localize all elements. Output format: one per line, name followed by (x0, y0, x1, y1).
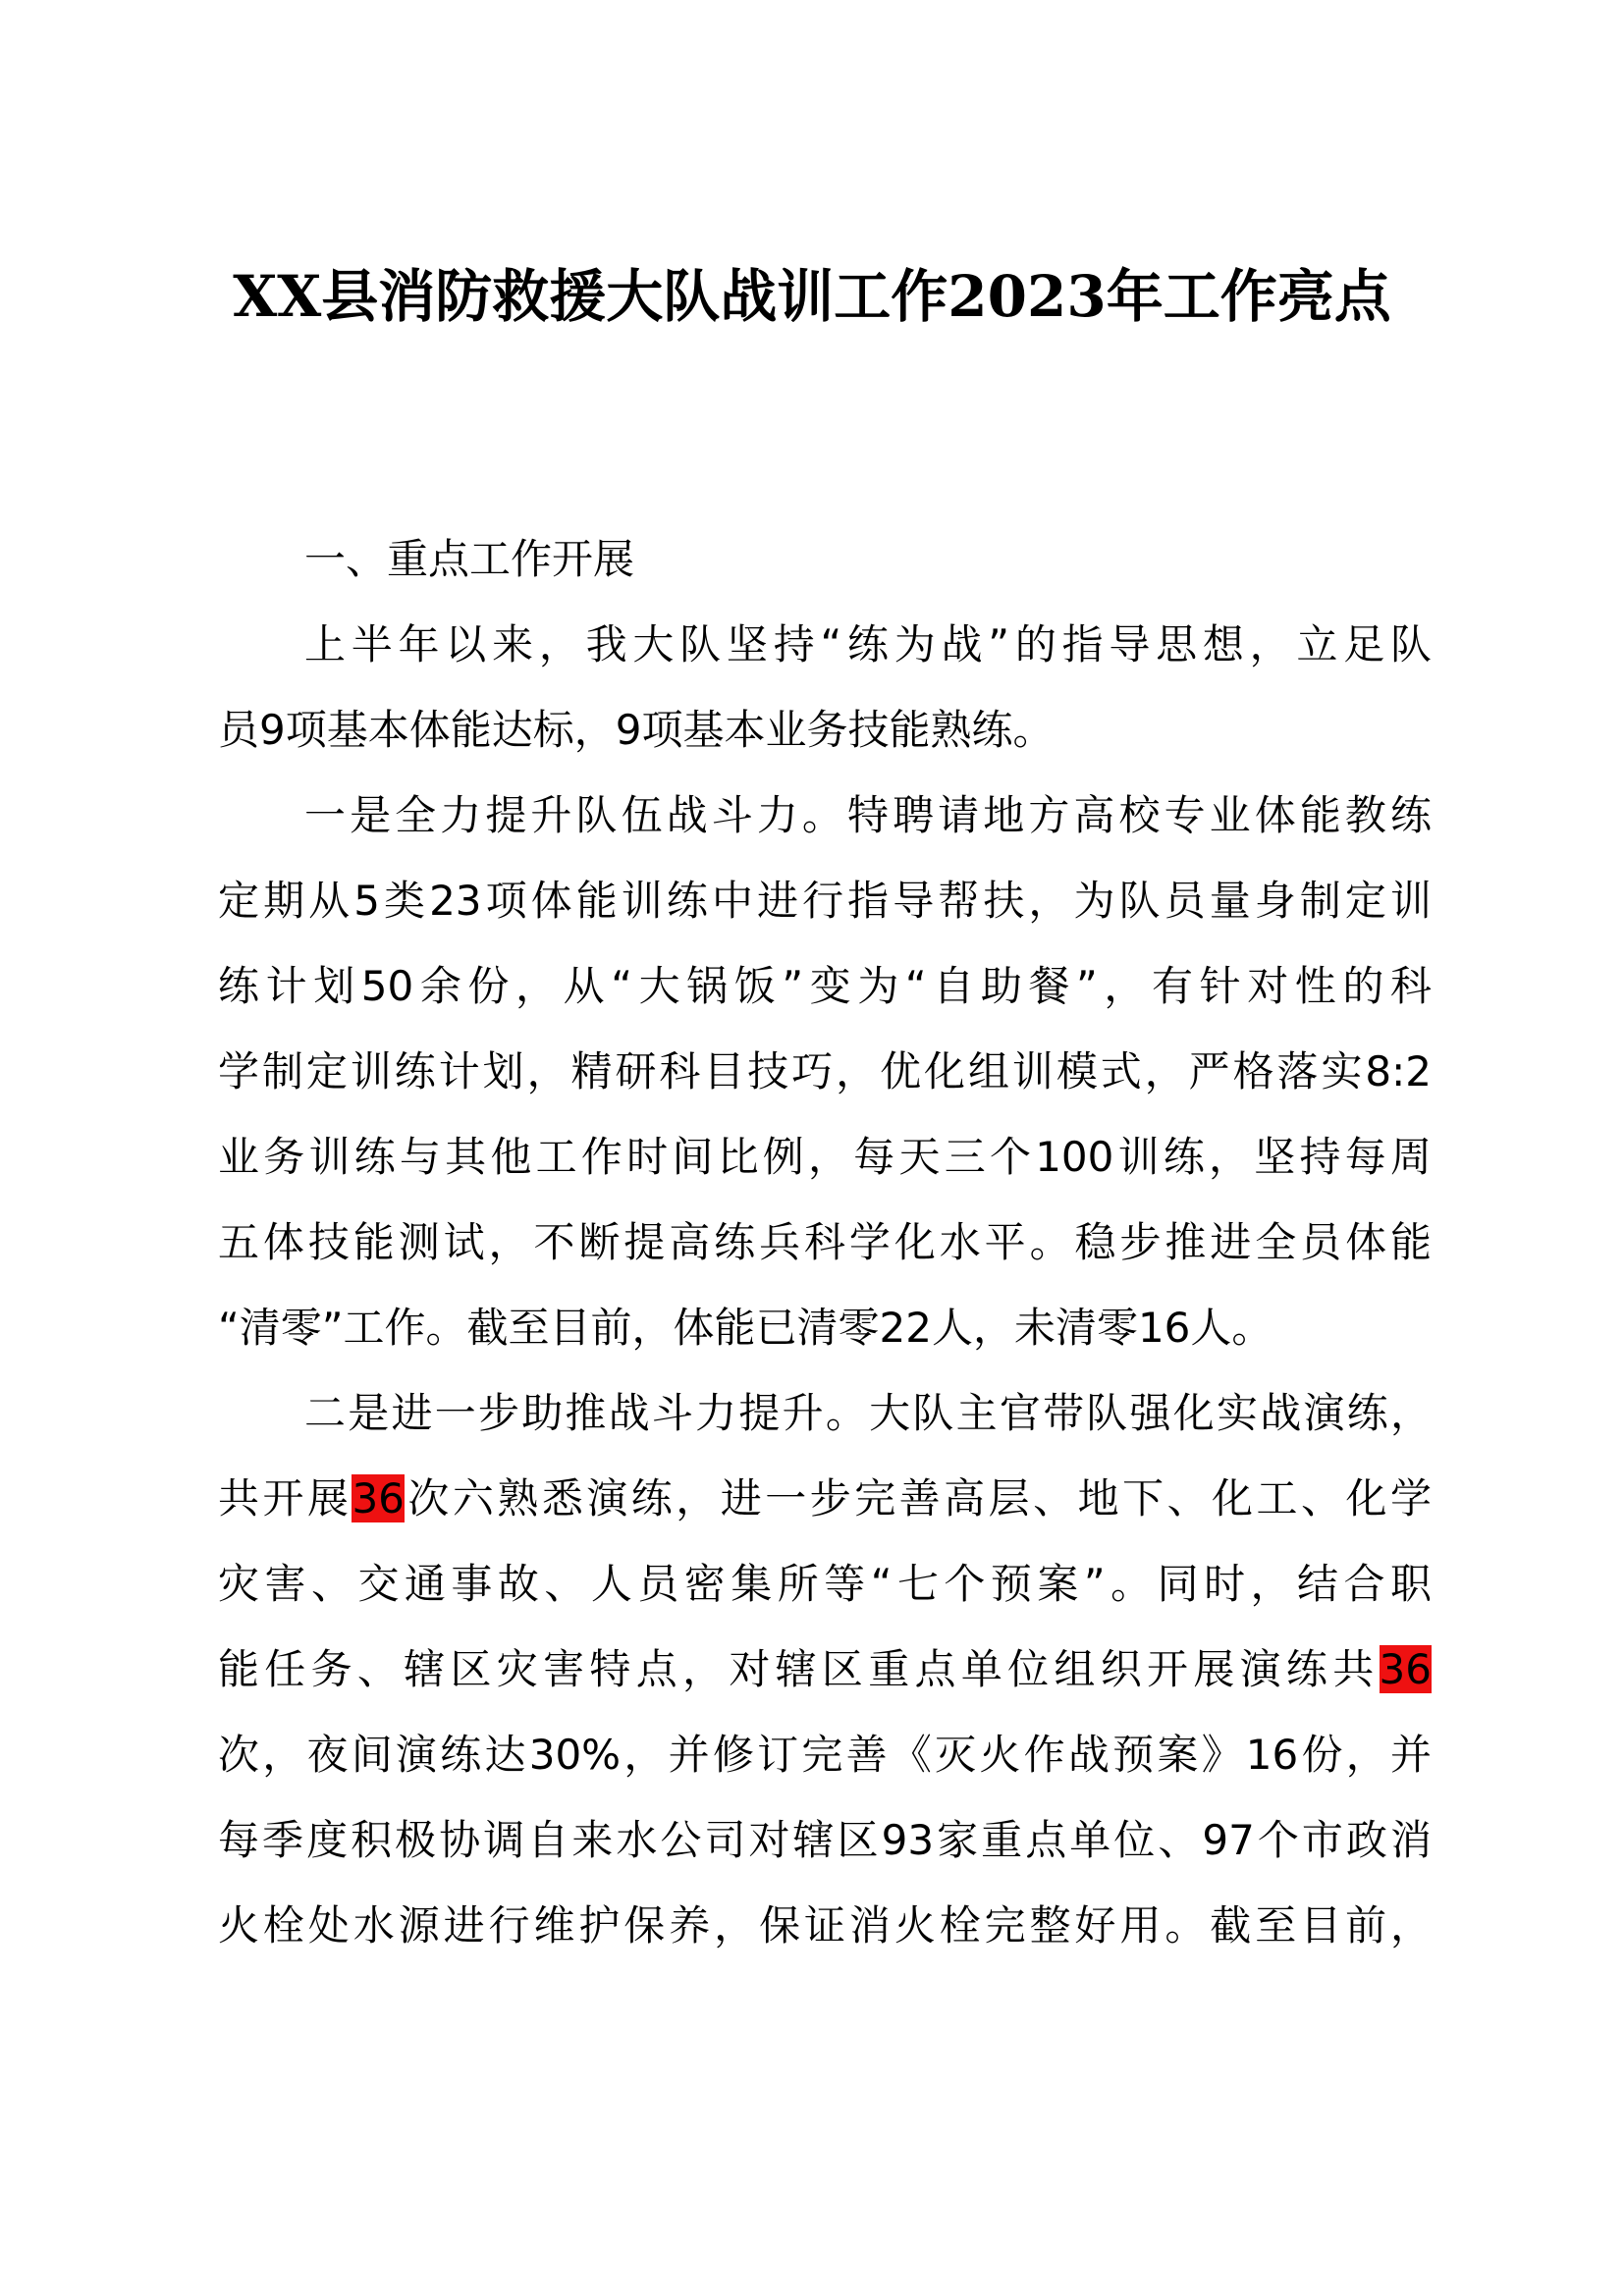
paragraph-line-with-highlight (218, 1469, 1432, 1528)
paragraph-line: 火栓处水源进行维护保养，保证消火栓完整好用。截至目前， (218, 1901, 1432, 1949)
paragraph-line: 上半年以来，我大队坚持“练为战”的指导思想，立足队 (304, 620, 1432, 668)
section-heading: 一、重点工作开展 (304, 535, 635, 583)
paragraph-line-with-highlight (218, 1640, 1432, 1699)
line-text: 共开展 (218, 1474, 352, 1522)
paragraph-line: 次，夜间演练达30%，并修订完善《灭火作战预案》16份，并 (218, 1731, 1432, 1779)
document-title: XX县消防救援大队战训工作2023年工作亮点 (233, 263, 1391, 330)
paragraph-line: 每季度积极协调自来水公司对辖区93家重点单位、97个市政消 (218, 1816, 1432, 1864)
paragraph-line: 五体技能测试，不断提高练兵科学化水平。稳步推进全员体能 (218, 1218, 1432, 1266)
paragraph-line: 一是全力提升队伍战斗力。特聘请地方高校专业体能教练 (304, 791, 1432, 839)
line-text: 能任务、辖区灾害特点，对辖区重点单位组织开展演练共 (218, 1645, 1380, 1693)
paragraph-line: 二是进一步助推战斗力提升。大队主官带队强化实战演练， (304, 1389, 1432, 1437)
paragraph-line: 灾害、交通事故、人员密集所等“七个预案”。同时，结合职 (218, 1560, 1432, 1608)
paragraph-line: 练计划50余份，从“大锅饭”变为“自助餐”，有针对性的科 (218, 962, 1432, 1010)
paragraph-line: 定期从5类23项体能训练中进行指导帮扶，为队员量身制定训 (218, 877, 1432, 925)
paragraph-line: 员9项基本体能达标，9项基本业务技能熟练。 (218, 706, 1055, 754)
highlighted-number: 36 (352, 1474, 405, 1522)
highlighted-number: 36 (1379, 1645, 1432, 1693)
line-text: 次六熟悉演练，进一步完善高层、地下、化工、化学 (404, 1474, 1432, 1522)
paragraph-line: “清零”工作。截至目前，体能已清零22人，未清零16人。 (218, 1304, 1273, 1352)
paragraph-line: 业务训练与其他工作时间比例，每天三个100训练，坚持每周 (218, 1133, 1432, 1181)
paragraph-line: 学制定训练计划，精研科目技巧，优化组训模式，严格落实8:2 (218, 1047, 1432, 1095)
